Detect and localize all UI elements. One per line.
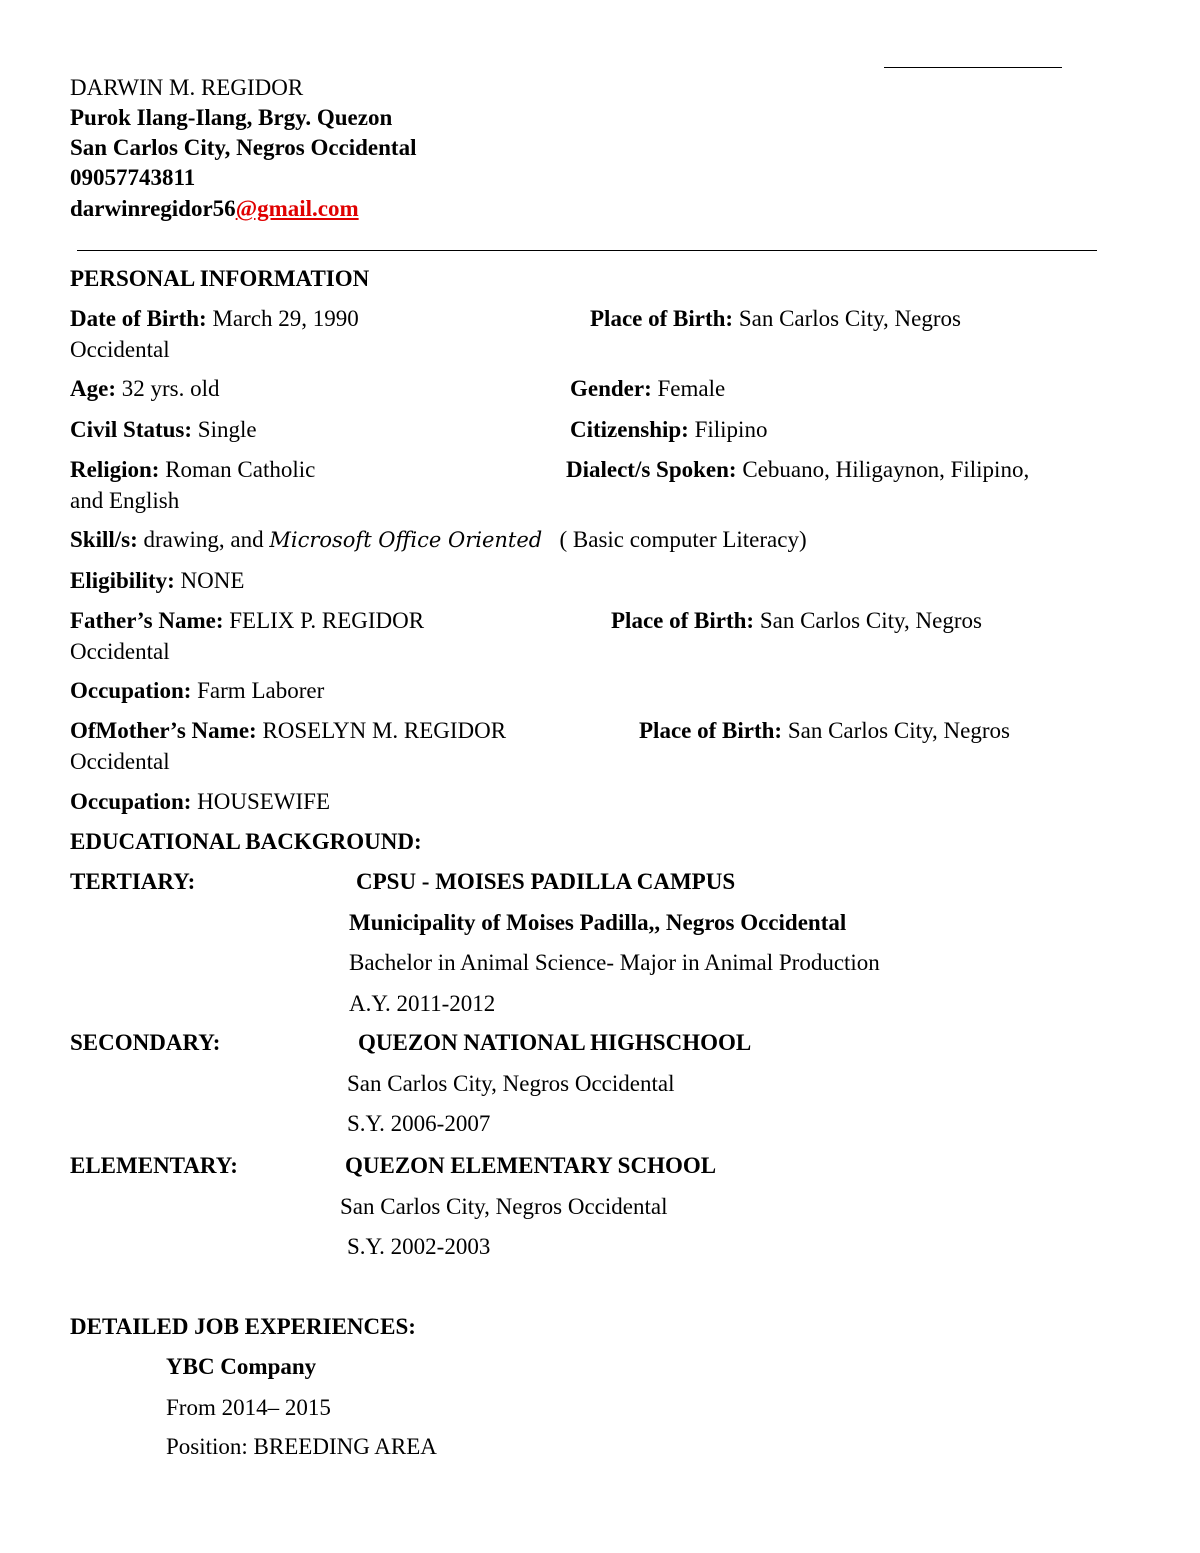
secondary-label: SECONDARY: (70, 1030, 221, 1055)
elementary-location: San Carlos City, Negros Occidental (340, 1194, 668, 1219)
skills-tail: ( Basic computer Literacy) (542, 527, 807, 552)
dialect-row (566, 456, 1029, 484)
address-line-2: San Carlos City, Negros Occidental (70, 135, 417, 160)
father-pob-label: Place of Birth: (611, 608, 755, 633)
job-position: Position: BREEDING AREA (166, 1434, 437, 1459)
personal-info-heading: PERSONAL INFORMATION (70, 266, 370, 291)
mother-occupation-value: HOUSEWIFE (191, 789, 331, 814)
header-divider (77, 250, 1097, 251)
gender-row (570, 375, 725, 403)
mother-pob-label: Place of Birth: (639, 718, 783, 743)
father-pob-continuation: Occidental (70, 639, 170, 664)
tertiary-school: CPSU - MOISES PADILLA CAMPUS (356, 869, 736, 894)
job-company: YBC Company (166, 1354, 317, 1379)
email[interactable] (70, 195, 359, 223)
eligibility-value: NONE (174, 568, 245, 593)
mother-pob-value: San Carlos City, Negros (782, 718, 1010, 743)
mother-name-label: OfMother’s Name: (70, 718, 257, 743)
civil-status-row (70, 416, 257, 444)
age-value: 32 yrs. old (115, 376, 220, 401)
citizenship-label: Citizenship: (570, 417, 689, 442)
civil-status-label: Civil Status: (70, 417, 193, 442)
eligibility-row (70, 567, 244, 595)
top-right-rule (884, 67, 1062, 68)
skills-italic: Microsoft Office Oriented (269, 528, 543, 552)
tertiary-course: Bachelor in Animal Science- Major in Animal Production (349, 950, 880, 975)
citizenship-value: Filipino (688, 417, 768, 442)
mother-occupation-row (70, 788, 330, 816)
mother-occupation-label: Occupation: (70, 789, 192, 814)
dob-label: Date of Birth: (70, 306, 207, 331)
dob-row (70, 305, 359, 333)
applicant-name: DARWIN M. REGIDOR (70, 75, 304, 100)
civil-status-value: Single (192, 417, 257, 442)
tertiary-year: A.Y. 2011-2012 (349, 991, 496, 1016)
father-pob-row (611, 607, 982, 635)
religion-row (70, 456, 315, 484)
father-occupation-value: Farm Laborer (191, 678, 325, 703)
religion-label: Religion: (70, 457, 160, 482)
job-experience-heading: DETAILED JOB EXPERIENCES: (70, 1314, 416, 1339)
secondary-school: QUEZON NATIONAL HIGHSCHOOL (358, 1030, 752, 1055)
father-occupation-row (70, 677, 324, 705)
dialect-value: Cebuano, Hiligaynon, Filipino, (736, 457, 1030, 482)
gender-label: Gender: (570, 376, 652, 401)
pob-row (590, 305, 961, 333)
age-label: Age: (70, 376, 116, 401)
elementary-label: ELEMENTARY: (70, 1153, 238, 1178)
phone-number: 09057743811 (70, 165, 196, 190)
job-period: From 2014– 2015 (166, 1395, 331, 1420)
pob-continuation: Occidental (70, 337, 170, 362)
pob-label: Place of Birth: (590, 306, 734, 331)
elementary-school: QUEZON ELEMENTARY SCHOOL (345, 1153, 717, 1178)
father-pob-value: San Carlos City, Negros (754, 608, 982, 633)
elementary-year: S.Y. 2002-2003 (347, 1234, 491, 1259)
skills-label: Skill/s: (70, 527, 138, 552)
mother-pob-continuation: Occidental (70, 749, 170, 774)
citizenship-row (570, 416, 767, 444)
skills-value: drawing, and (137, 527, 270, 552)
email-domain-link[interactable]: @gmail.com (235, 196, 359, 221)
education-heading: EDUCATIONAL BACKGROUND: (70, 829, 422, 854)
tertiary-location: Municipality of Moises Padilla,, Negros Occidental (349, 910, 847, 935)
gender-value: Female (651, 376, 726, 401)
mother-name-row (70, 717, 506, 745)
tertiary-label: TERTIARY: (70, 869, 196, 894)
secondary-location: San Carlos City, Negros Occidental (347, 1071, 675, 1096)
father-name-value: FELIX P. REGIDOR (223, 608, 425, 633)
father-name-row (70, 607, 424, 635)
mother-name-value: ROSELYN M. REGIDOR (256, 718, 507, 743)
father-name-label: Father’s Name: (70, 608, 224, 633)
email-user: darwinregidor56 (70, 196, 236, 221)
dialect-label: Dialect/s Spoken: (566, 457, 737, 482)
dob-value: March 29, 1990 (206, 306, 359, 331)
address-line-1: Purok Ilang-Ilang, Brgy. Quezon (70, 105, 393, 130)
religion-value: Roman Catholic (159, 457, 316, 482)
secondary-year: S.Y. 2006-2007 (347, 1111, 491, 1136)
father-occupation-label: Occupation: (70, 678, 192, 703)
pob-value: San Carlos City, Negros (733, 306, 961, 331)
eligibility-label: Eligibility: (70, 568, 175, 593)
dialect-continuation: and English (70, 488, 180, 513)
mother-pob-row (639, 717, 1010, 745)
skills-row (70, 526, 807, 554)
age-row (70, 375, 219, 403)
